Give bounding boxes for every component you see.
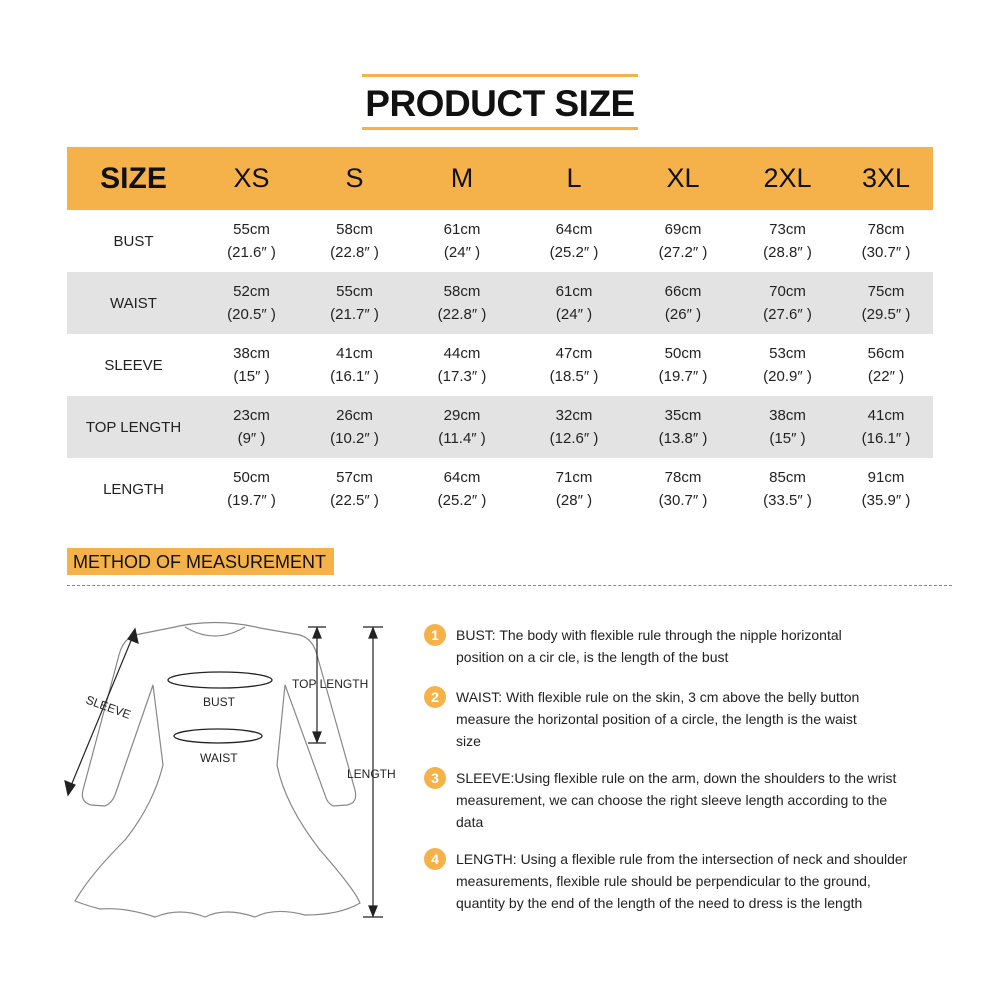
table-cell: [736, 210, 839, 272]
cell-inch-value: (24″ ): [555, 306, 593, 323]
table-cell: [839, 396, 933, 458]
size-header-cell: L: [518, 147, 630, 210]
table-cell: [303, 272, 406, 334]
table-cell: [839, 272, 933, 334]
cell-cm-value: 50cm: [664, 345, 702, 362]
cell-inch-value: (26″ ): [664, 306, 702, 323]
cell-cm-value: 64cm: [443, 469, 481, 486]
table-cell: [630, 272, 736, 334]
cell-inch-value: (19.7″ ): [658, 368, 708, 385]
table-cell: [406, 334, 518, 396]
table-cell: [200, 334, 303, 396]
step-text-line: measurement, we can choose the right sleeve length according to the: [456, 792, 888, 808]
step-text-line: quantity by the end of the length of the need to dress is the length: [456, 895, 863, 911]
cell-cm-value: 38cm: [233, 345, 270, 362]
title-block: [362, 74, 638, 130]
table-cell: [736, 396, 839, 458]
table-cell: [518, 396, 630, 458]
cell-inch-value: (22.5″ ): [330, 492, 379, 509]
step-number-badge: 4: [424, 848, 446, 870]
table-cell: [736, 334, 839, 396]
cell-inch-value: (9″ ): [237, 430, 266, 447]
step-text: [456, 848, 946, 914]
cell-inch-value: (15″ ): [233, 368, 270, 385]
cell-inch-value: (30.7″ ): [861, 244, 911, 261]
cell-cm-value: 70cm: [769, 283, 806, 300]
cell-inch-value: (15″ ): [769, 430, 806, 447]
table-cell: [303, 396, 406, 458]
table-row: [67, 458, 933, 520]
table-cell: [406, 272, 518, 334]
cell-cm-value: 32cm: [555, 407, 593, 424]
cell-cm-value: 91cm: [867, 469, 905, 486]
bust-label: BUST: [203, 695, 236, 709]
cell-cm-value: 66cm: [664, 283, 702, 300]
step-text-line: measure the horizontal position of a circle, the length is the waist: [456, 711, 857, 727]
cell-inch-value: (22.8″ ): [330, 244, 379, 261]
row-label: SLEEVE: [104, 356, 163, 374]
size-header-cell: XS: [200, 147, 303, 210]
cell-cm-value: 58cm: [443, 283, 481, 300]
cell-inch-value: (25.2″ ): [549, 244, 599, 261]
cell-inch-value: (12.6″ ): [549, 430, 599, 447]
cell-cm-value: 47cm: [555, 345, 593, 362]
cell-inch-value: (20.9″ ): [763, 368, 812, 385]
cell-cm-value: 75cm: [867, 283, 905, 300]
size-header-cell: 3XL: [839, 147, 933, 210]
title-top-bar: [362, 74, 638, 77]
top-length-label: TOP LENGTH: [292, 677, 369, 691]
cell-cm-value: 61cm: [443, 221, 481, 238]
cell-inch-value: (17.3″ ): [437, 368, 487, 385]
step-number-badge: 1: [424, 624, 446, 646]
cell-inch-value: (27.6″ ): [763, 306, 812, 323]
sleeve-label: SLEEVE: [83, 692, 133, 722]
size-header-row: [67, 147, 933, 210]
cell-cm-value: 26cm: [336, 407, 373, 424]
cell-inch-value: (22.8″ ): [437, 306, 487, 323]
length-label: LENGTH: [347, 767, 396, 781]
table-cell: [200, 210, 303, 272]
table-cell: [839, 334, 933, 396]
table-cell: [518, 334, 630, 396]
cell-inch-value: (28″ ): [555, 492, 593, 509]
cell-cm-value: 35cm: [664, 407, 702, 424]
cell-cm-value: 71cm: [555, 469, 593, 486]
cell-inch-value: (20.5″ ): [227, 306, 276, 323]
cell-cm-value: 56cm: [867, 345, 905, 362]
cell-cm-value: 52cm: [233, 283, 270, 300]
cell-cm-value: 78cm: [664, 469, 702, 486]
cell-inch-value: (35.9″ ): [861, 492, 911, 509]
waist-label: WAIST: [200, 751, 238, 765]
cell-inch-value: (13.8″ ): [658, 430, 708, 447]
cell-cm-value: 61cm: [555, 283, 593, 300]
cell-inch-value: (19.7″ ): [227, 492, 276, 509]
cell-cm-value: 58cm: [336, 221, 373, 238]
table-cell: [406, 210, 518, 272]
table-cell: [200, 272, 303, 334]
cell-cm-value: 73cm: [769, 221, 806, 238]
cell-inch-value: (25.2″ ): [437, 492, 487, 509]
title-bottom-bar: [362, 127, 638, 130]
page-title: PRODUCT SIZE: [365, 83, 635, 124]
cell-cm-value: 64cm: [555, 221, 593, 238]
row-label: BUST: [113, 232, 154, 250]
step-text-line: position on a cir cle, is the length of the bust: [456, 649, 729, 665]
table-cell: [303, 334, 406, 396]
table-cell: [518, 272, 630, 334]
size-header-corner: SIZE: [67, 147, 200, 210]
cell-cm-value: 55cm: [233, 221, 270, 238]
cell-cm-value: 57cm: [336, 469, 373, 486]
cell-cm-value: 41cm: [336, 345, 373, 362]
table-cell: [839, 210, 933, 272]
method-of-measurement-heading: METHOD OF MEASUREMENT: [67, 548, 334, 575]
step-text: [456, 767, 946, 833]
step-text-line: data: [456, 814, 484, 830]
table-cell: [839, 458, 933, 520]
step-number-badge: 2: [424, 686, 446, 708]
dashed-divider: [67, 585, 952, 586]
cell-cm-value: 29cm: [443, 407, 481, 424]
table-cell: [406, 396, 518, 458]
cell-inch-value: (21.6″ ): [227, 244, 276, 261]
step-number-badge: 3: [424, 767, 446, 789]
row-label: LENGTH: [103, 480, 164, 498]
cell-inch-value: (22″ ): [867, 368, 905, 385]
table-cell: [200, 458, 303, 520]
size-table: [67, 147, 933, 520]
cell-inch-value: (16.1″ ): [330, 368, 379, 385]
cell-inch-value: (18.5″ ): [549, 368, 599, 385]
size-header-cell: XL: [630, 147, 736, 210]
cell-inch-value: (24″ ): [443, 244, 481, 261]
cell-cm-value: 50cm: [233, 469, 270, 486]
step-text-line: measurements, flexible rule should be perpendicular to the ground,: [456, 873, 871, 889]
cell-inch-value: (27.2″ ): [658, 244, 708, 261]
table-cell: [303, 210, 406, 272]
cell-cm-value: 38cm: [769, 407, 806, 424]
cell-inch-value: (21.7″ ): [330, 306, 379, 323]
cell-inch-value: (10.2″ ): [330, 430, 379, 447]
cell-inch-value: (29.5″ ): [861, 306, 911, 323]
table-row: [67, 272, 933, 334]
table-cell: [518, 458, 630, 520]
table-row: [67, 396, 933, 458]
step-text: [456, 686, 946, 752]
table-cell: [406, 458, 518, 520]
cell-inch-value: (11.4″ ): [438, 430, 486, 447]
table-cell: [736, 272, 839, 334]
step-text-line: LENGTH: Using a flexible rule from the intersection of neck and shoulder: [456, 851, 908, 867]
table-cell: [630, 396, 736, 458]
row-label: WAIST: [67, 272, 200, 334]
row-label: TOP LENGTH: [67, 396, 200, 458]
table-cell: [630, 210, 736, 272]
table-cell: [200, 396, 303, 458]
cell-cm-value: 55cm: [336, 283, 373, 300]
cell-cm-value: 53cm: [769, 345, 806, 362]
table-cell: [630, 334, 736, 396]
cell-cm-value: 85cm: [769, 469, 806, 486]
cell-inch-value: (28.8″ ): [763, 244, 812, 261]
table-row: [67, 210, 933, 272]
cell-cm-value: 41cm: [867, 407, 905, 424]
cell-cm-value: 78cm: [867, 221, 905, 238]
table-cell: [303, 458, 406, 520]
size-header-cell: M: [406, 147, 518, 210]
table-cell: [736, 458, 839, 520]
step-text-line: SLEEVE:Using flexible rule on the arm, down the shoulders to the wrist: [456, 770, 897, 786]
size-header-cell: S: [303, 147, 406, 210]
cell-inch-value: (16.1″ ): [861, 430, 911, 447]
cell-cm-value: 44cm: [443, 345, 481, 362]
cell-inch-value: (30.7″ ): [658, 492, 708, 509]
cell-cm-value: 69cm: [664, 221, 702, 238]
cell-cm-value: 23cm: [233, 407, 270, 424]
step-text-line: BUST: The body with flexible rule through the nipple horizontal: [456, 627, 842, 643]
step-text: [456, 624, 946, 668]
dress-measurement-diagram: [55, 605, 415, 935]
table-cell: [518, 210, 630, 272]
size-header-cell: 2XL: [736, 147, 839, 210]
table-cell: [630, 458, 736, 520]
cell-inch-value: (33.5″ ): [763, 492, 812, 509]
step-text-line: size: [456, 733, 481, 749]
table-row: [67, 334, 933, 396]
step-text-line: WAIST: With flexible rule on the skin, 3 cm above the belly button: [456, 689, 860, 705]
